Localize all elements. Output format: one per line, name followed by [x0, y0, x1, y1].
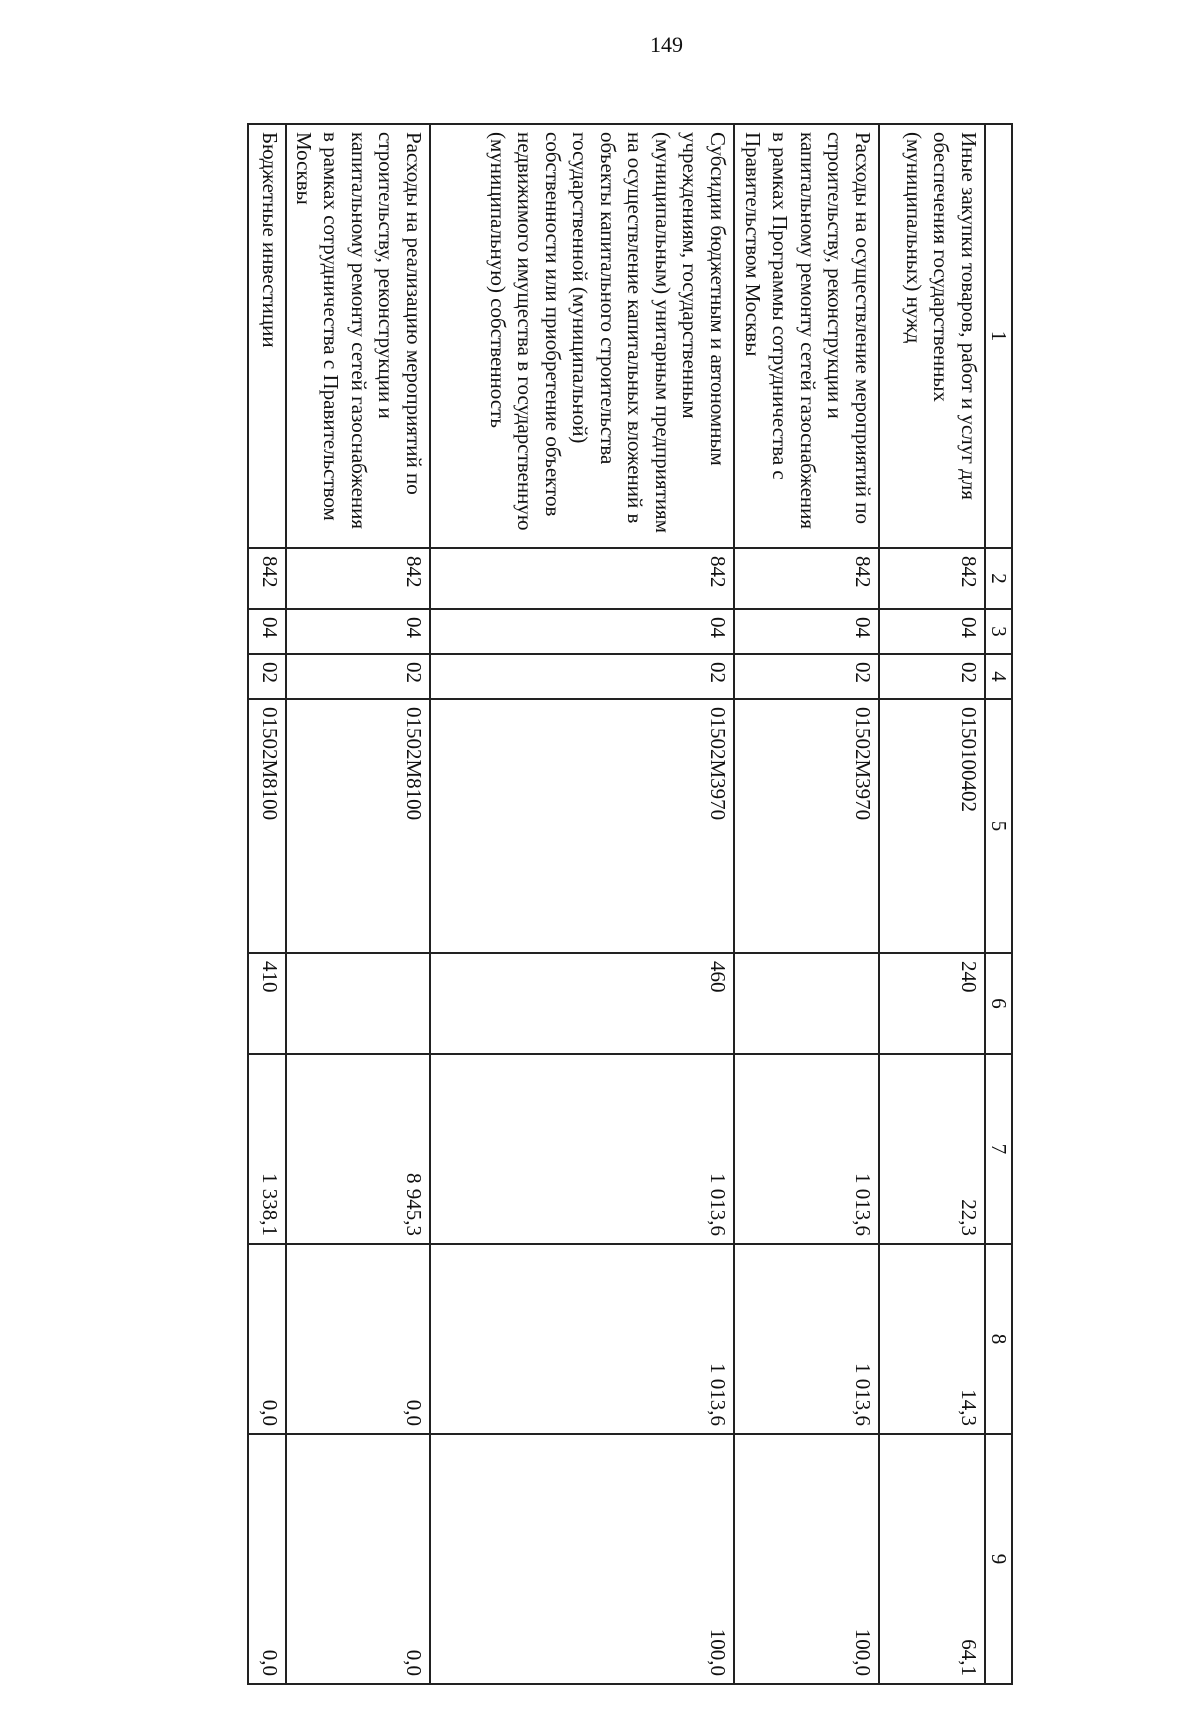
column-header: 7 — [985, 1054, 1012, 1244]
cell-col8: 0,0 — [249, 1244, 287, 1434]
row-description: Бюджетные инвестиции — [249, 124, 287, 548]
cell-col2: 842 — [287, 548, 431, 609]
cell-col6: 460 — [430, 953, 734, 1054]
column-header: 8 — [985, 1244, 1012, 1434]
cell-col7: 1 013,6 — [430, 1054, 734, 1244]
cell-col9: 0,0 — [249, 1434, 287, 1684]
cell-col2: 842 — [249, 548, 287, 609]
column-header: 6 — [985, 953, 1012, 1054]
cell-col5: 01502M3970 — [734, 699, 879, 953]
page-number: 149 — [650, 32, 683, 57]
cell-col5: 01502M8100 — [249, 699, 287, 953]
rotated-table-container — [213, 123, 1013, 1683]
cell-col3: 04 — [430, 609, 734, 654]
cell-col6 — [734, 953, 879, 1054]
cell-col7: 8 945,3 — [287, 1054, 431, 1244]
cell-col7: 22,3 — [879, 1054, 985, 1244]
table-row — [287, 124, 431, 1684]
cell-col2: 842 — [734, 548, 879, 609]
cell-col5: 01502M3970 — [430, 699, 734, 953]
cell-col6: 410 — [249, 953, 287, 1054]
cell-col2: 842 — [879, 548, 985, 609]
cell-col3: 04 — [734, 609, 879, 654]
table-row — [734, 124, 879, 1684]
cell-col4: 02 — [879, 654, 985, 699]
column-header: 3 — [985, 609, 1012, 654]
cell-col4: 02 — [287, 654, 431, 699]
cell-col6 — [287, 953, 431, 1054]
cell-col7: 1 338,1 — [249, 1054, 287, 1244]
cell-col3: 04 — [249, 609, 287, 654]
cell-col8: 0,0 — [287, 1244, 431, 1434]
table-header-row — [985, 124, 1012, 1684]
table-row — [879, 124, 985, 1684]
cell-col2: 842 — [430, 548, 734, 609]
cell-col7: 1 013,6 — [734, 1054, 879, 1244]
cell-col9: 100,0 — [430, 1434, 734, 1684]
cell-col5: 01502M8100 — [287, 699, 431, 953]
column-header: 9 — [985, 1434, 1012, 1684]
row-description: Расходы на осуществление мероприятий по строительству, реконструкции и капитальному ремонту сетей газоснабжения в рамках Программы сотрудничества с Правительством Москвы — [734, 124, 879, 548]
row-description: Иные закупки товаров, работ и услуг для обеспечения государственных (муниципальных) нужд — [879, 124, 985, 548]
table-row — [430, 124, 734, 1684]
cell-col9: 100,0 — [734, 1434, 879, 1684]
cell-col8: 1 013,6 — [430, 1244, 734, 1434]
column-header: 5 — [985, 699, 1012, 953]
cell-col9: 0,0 — [287, 1434, 431, 1684]
cell-col4: 02 — [734, 654, 879, 699]
cell-col3: 04 — [879, 609, 985, 654]
cell-col3: 04 — [287, 609, 431, 654]
cell-col8: 1 013,6 — [734, 1244, 879, 1434]
cell-col4: 02 — [430, 654, 734, 699]
cell-col8: 14,3 — [879, 1244, 985, 1434]
row-description: Субсидии бюджетным и автономным учреждениям, государственным (муниципальным) унитарным предприятиям на осуществление капитальных вложений в объекты капитального строительства государственной (муниципальной) собственности или приобретение объектов недвижимого имущества в государственную (муниципальную) собственность — [430, 124, 734, 548]
cell-col6: 240 — [879, 953, 985, 1054]
budget-table — [248, 123, 1014, 1685]
cell-col5: 0150100402 — [879, 699, 985, 953]
column-header: 4 — [985, 654, 1012, 699]
column-header: 1 — [985, 124, 1012, 548]
cell-col9: 64,1 — [879, 1434, 985, 1684]
table-row — [249, 124, 287, 1684]
cell-col4: 02 — [249, 654, 287, 699]
row-description: Расходы на реализацию мероприятий по строительству, реконструкции и капитальному ремонту сетей газоснабжения в рамках сотрудничества с Правительством Москвы — [287, 124, 431, 548]
column-header: 2 — [985, 548, 1012, 609]
